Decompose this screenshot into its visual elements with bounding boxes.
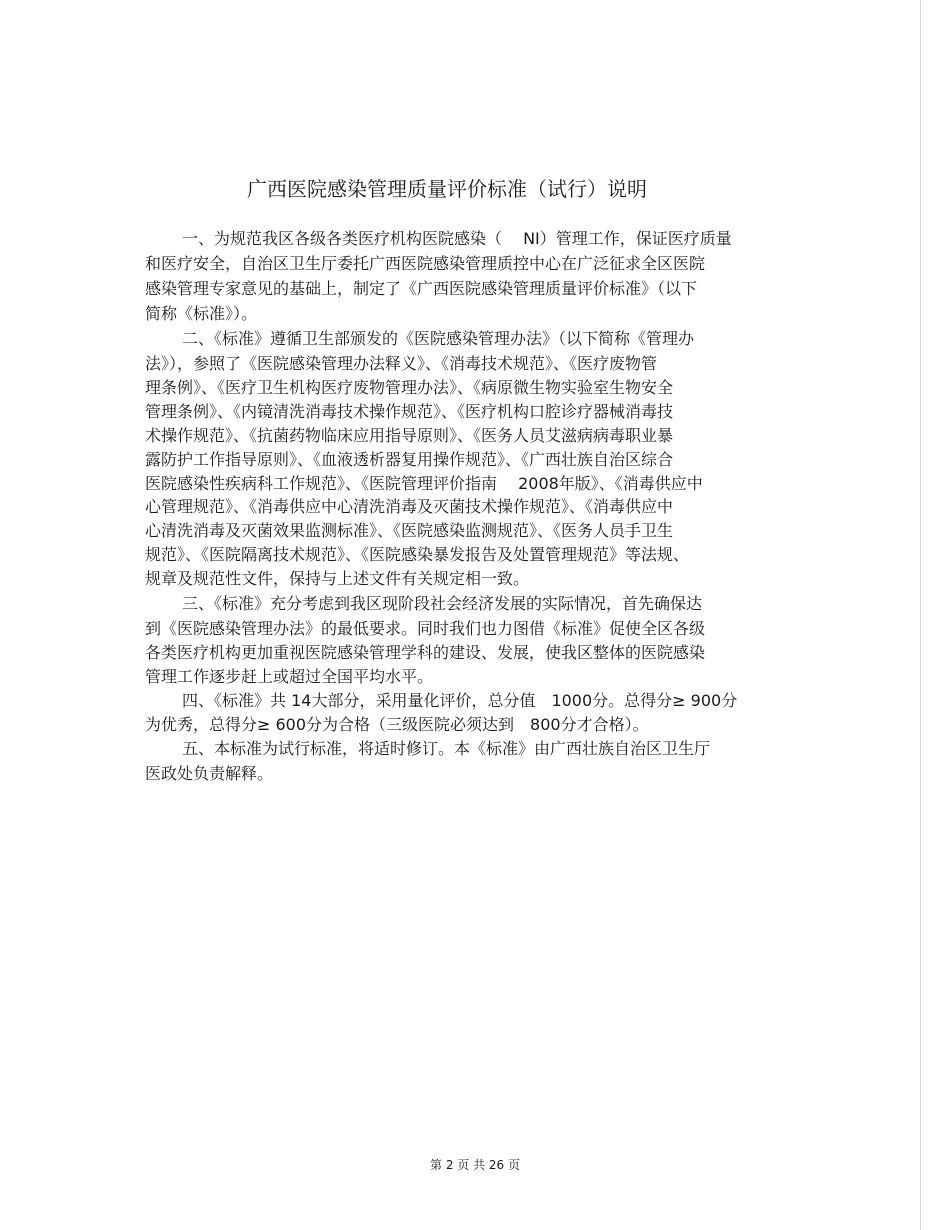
body-line: 规范》、《医院隔离技术规范》、《医院感染暴发报告及处置管理规范》等法规、 (145, 545, 690, 564)
document-title: 广西医院感染管理质量评价标准（试行）说明 (247, 177, 647, 201)
body-line: 五、本标准为试行标准，将适时修订。本《标准》由广西壮族自治区卫生厅 (182, 739, 711, 758)
body-line: 医院感染性疾病科工作规范》、《医院管理评价指南 2008年版》、《消毒供应中 (145, 474, 703, 493)
body-line: 心管理规范》、《消毒供应中心清洗消毒及灭菌技术操作规范》、《消毒供应中 (145, 497, 674, 516)
body-line: 管理工作逐步赶上或超过全国平均水平。 (145, 667, 434, 686)
body-line: 到《医院感染管理办法》的最低要求。同时我们也力图借《标准》促使全区各级 (145, 619, 706, 638)
body-line: 感染管理专家意见的基础上，制定了《广西医院感染管理质量评价标准》（以下 (145, 279, 698, 298)
body-line: 各类医疗机构更加重视医院感染管理学科的建设、发展，使我区整体的医院感染 (145, 643, 706, 662)
body-line: 一、为规范我区各级各类医疗机构医院感染（ NI）管理工作，保证医疗质量 (182, 229, 732, 248)
page-edge-divider (920, 0, 921, 1230)
body-line: 规章及规范性文件，保持与上述文件有关规定相一致。 (145, 569, 530, 588)
body-line: 二、《标准》遵循卫生部颁发的《医院感染管理办法》（以下简称《管理办 (182, 329, 695, 348)
body-line: 管理条例》、《内镜清洗消毒技术操作规范》、《医疗机构口腔诊疗器械消毒技 (145, 402, 674, 421)
page-number-footer: 第 2 页 共 26 页 (430, 1158, 520, 1172)
body-line: 心清洗消毒及灭菌效果监测标准》、《医院感染监测规范》、《医务人员手卫生 (145, 521, 674, 540)
body-line: 简称《标准》）。 (145, 304, 258, 323)
body-line: 法》），参照了《医院感染管理办法释义》、《消毒技术规范》、《医疗废物管 (145, 354, 658, 373)
body-line: 四、《标准》共 14大部分，采用量化评价，总分值 1000分。总得分≥ 900分 (182, 691, 738, 710)
body-line: 露防护工作指导原则》、《血液透析器复用操作规范》、《广西壮族自治区综合 (145, 450, 674, 469)
body-line: 医政处负责解释。 (145, 764, 274, 783)
body-line: 为优秀，总得分≥ 600分为合格（三级医院必须达到 800分才合格）。 (145, 715, 649, 734)
body-line: 和医疗安全，自治区卫生厅委托广西医院感染管理质控中心在广泛征求全区医院 (145, 254, 706, 273)
body-line: 术操作规范》、《抗菌药物临床应用指导原则》、《医务人员艾滋病病毒职业暴 (145, 426, 674, 445)
body-line: 三、《标准》充分考虑到我区现阶段社会经济发展的实际情况，首先确保达 (182, 594, 703, 613)
body-line: 理条例》、《医疗卫生机构医疗废物管理办法》、《病原微生物实验室生物安全 (145, 378, 674, 397)
